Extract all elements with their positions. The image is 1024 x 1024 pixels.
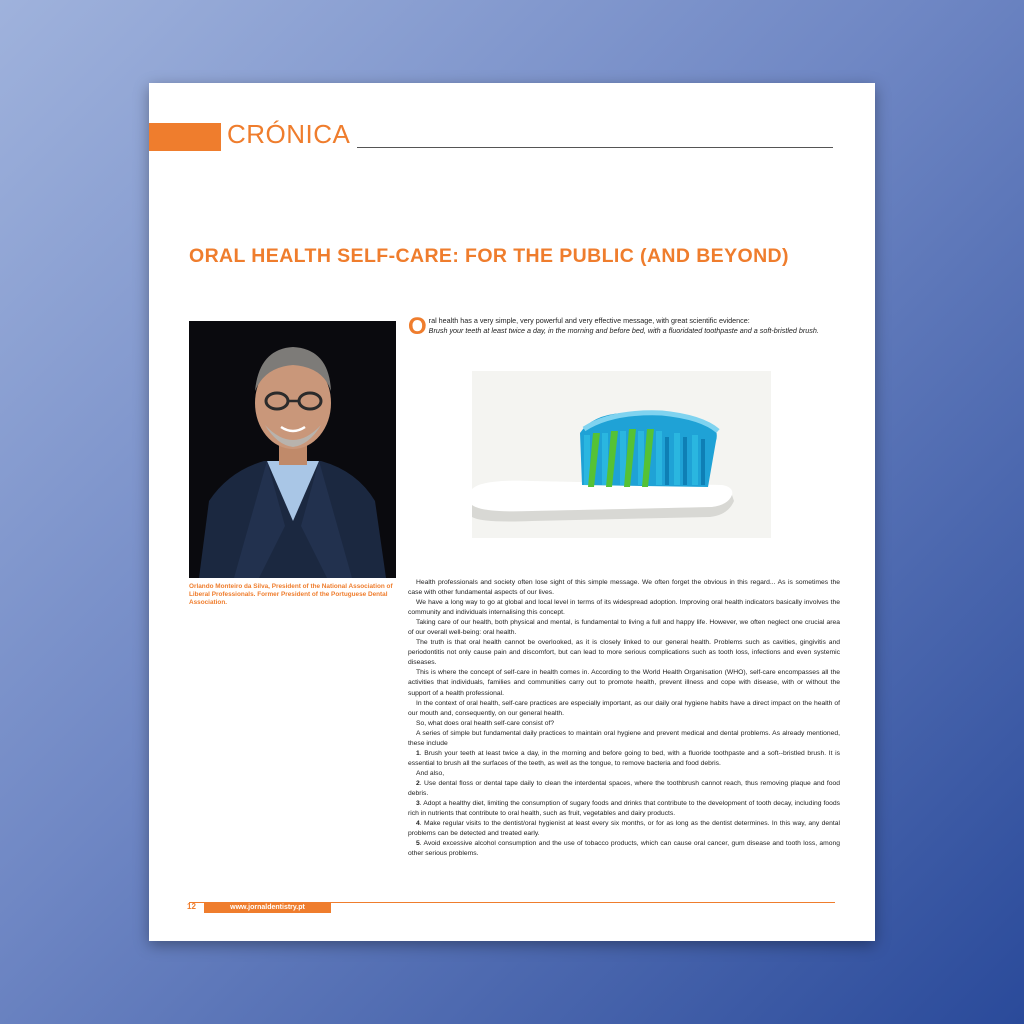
list-item [408, 799, 840, 819]
list-number: 2 [416, 779, 420, 787]
body-paragraph: The truth is that oral health cannot be overlooked, as it is closely linked to our general health. Problems such as cavities, gingivitis and periodontitis not only cause pain and discomfort, but can lead to more serious complications such as tooth loss, infections and even systemic diseases. [408, 639, 840, 667]
list-item [408, 749, 840, 769]
body-paragraph: In the context of oral health, self-care practices are especially important, as our daily oral hygiene habits have a direct impact on the health of our mouth and, consequently, on our general health. [408, 699, 840, 717]
list-text: . Adopt a healthy diet, limiting the consumption of sugary foods and drinks that contribute to the development of tooth decay, including foods rich in nutrients that contribute to oral health, such as fruit, vegetables and dairy products. [408, 800, 840, 818]
section-bar [149, 123, 221, 151]
toothbrush-image [472, 371, 771, 538]
list-number: 1 [416, 749, 420, 757]
section-label: CRÓNICA [227, 119, 351, 149]
list-text: . Make regular visits to the dentist/oral hygienist at least every six months, or for as long as the dentist determines. In this way, any dental problems can be detected and treated early. [408, 820, 840, 838]
list-item [408, 819, 840, 839]
body-paragraph: Taking care of our health, both physical and mental, is fundamental to living a full and happy life. However, we often neglect one crucial area of our overall well-being: oral health. [408, 619, 840, 637]
list-text: . Avoid excessive alcohol consumption and the use of tobacco products, which can cause oral cancer, gum disease and tooth loss, among other serious problems. [408, 840, 840, 858]
list-item [408, 839, 840, 859]
toothbrush-illustration [472, 371, 771, 538]
body-paragraph: So, what does oral health self-care consist of? [416, 719, 555, 727]
body-paragraph: And also, [416, 769, 445, 777]
footer-url[interactable]: www.jornaldentistry.pt [204, 902, 331, 913]
magazine-page [149, 83, 875, 941]
intro-text: ral health has a very simple, very powerful and very effective message, with great scientific evidence: [428, 316, 750, 325]
list-item [408, 779, 840, 799]
list-number: 4 [416, 820, 420, 828]
section-rule [357, 147, 833, 148]
list-text: . Brush your teeth at least twice a day, in the morning and before going to bed, with a fluoride toothpaste and a soft--bristled brush. It is essential to brush all the surfaces of the teeth, as well as the tongue, to remove bacteria and food debris. [408, 749, 840, 767]
article-title: ORAL HEALTH SELF-CARE: FOR THE PUBLIC (AND BEYOND) [189, 245, 789, 267]
photo-caption: Orlando Monteiro da Silva, President of the National Association of Liberal Professionals. Former President of the Portuguese Dental Association. [189, 583, 393, 607]
body-paragraph: Health professionals and society often lose sight of this simple message. We often forget the obvious in this regard... As is sometimes the case with other fundamental aspects of our lives. [408, 579, 840, 597]
list-number: 3 [416, 800, 420, 808]
body-paragraph: This is where the concept of self-care in health comes in. According to the World Health Organisation (WHO), self-care encompasses all the activities that individuals, families and communities carry out to promote health, prevent illness and cope with disease, with or without the support of a health professional. [408, 669, 840, 697]
article-body [408, 578, 840, 859]
intro-quote: Brush your teeth at least twice a day, in the morning and before bed, with a fluoridated toothpaste and a soft-bristled brush. [428, 326, 819, 335]
body-paragraph: We have a long way to go at global and local level in terms of its widespread adoption. Improving oral health indicators basically involves the community and individuals internalising this concept. [408, 599, 840, 617]
author-portrait-illustration [189, 321, 396, 578]
body-paragraph: A series of simple but fundamental daily practices to maintain oral hygiene and prevent medical and dental problems. As already mentioned, these include [408, 729, 840, 747]
list-number: 5 [416, 840, 420, 848]
drop-cap: O [408, 313, 427, 340]
intro-paragraph [408, 313, 840, 340]
author-photo [189, 321, 396, 578]
page-number: 12 [187, 902, 196, 911]
list-text: . Use dental floss or dental tape daily to clean the interdental spaces, where the toothbrush cannot reach, thus removing plaque and food debris. [408, 779, 840, 797]
